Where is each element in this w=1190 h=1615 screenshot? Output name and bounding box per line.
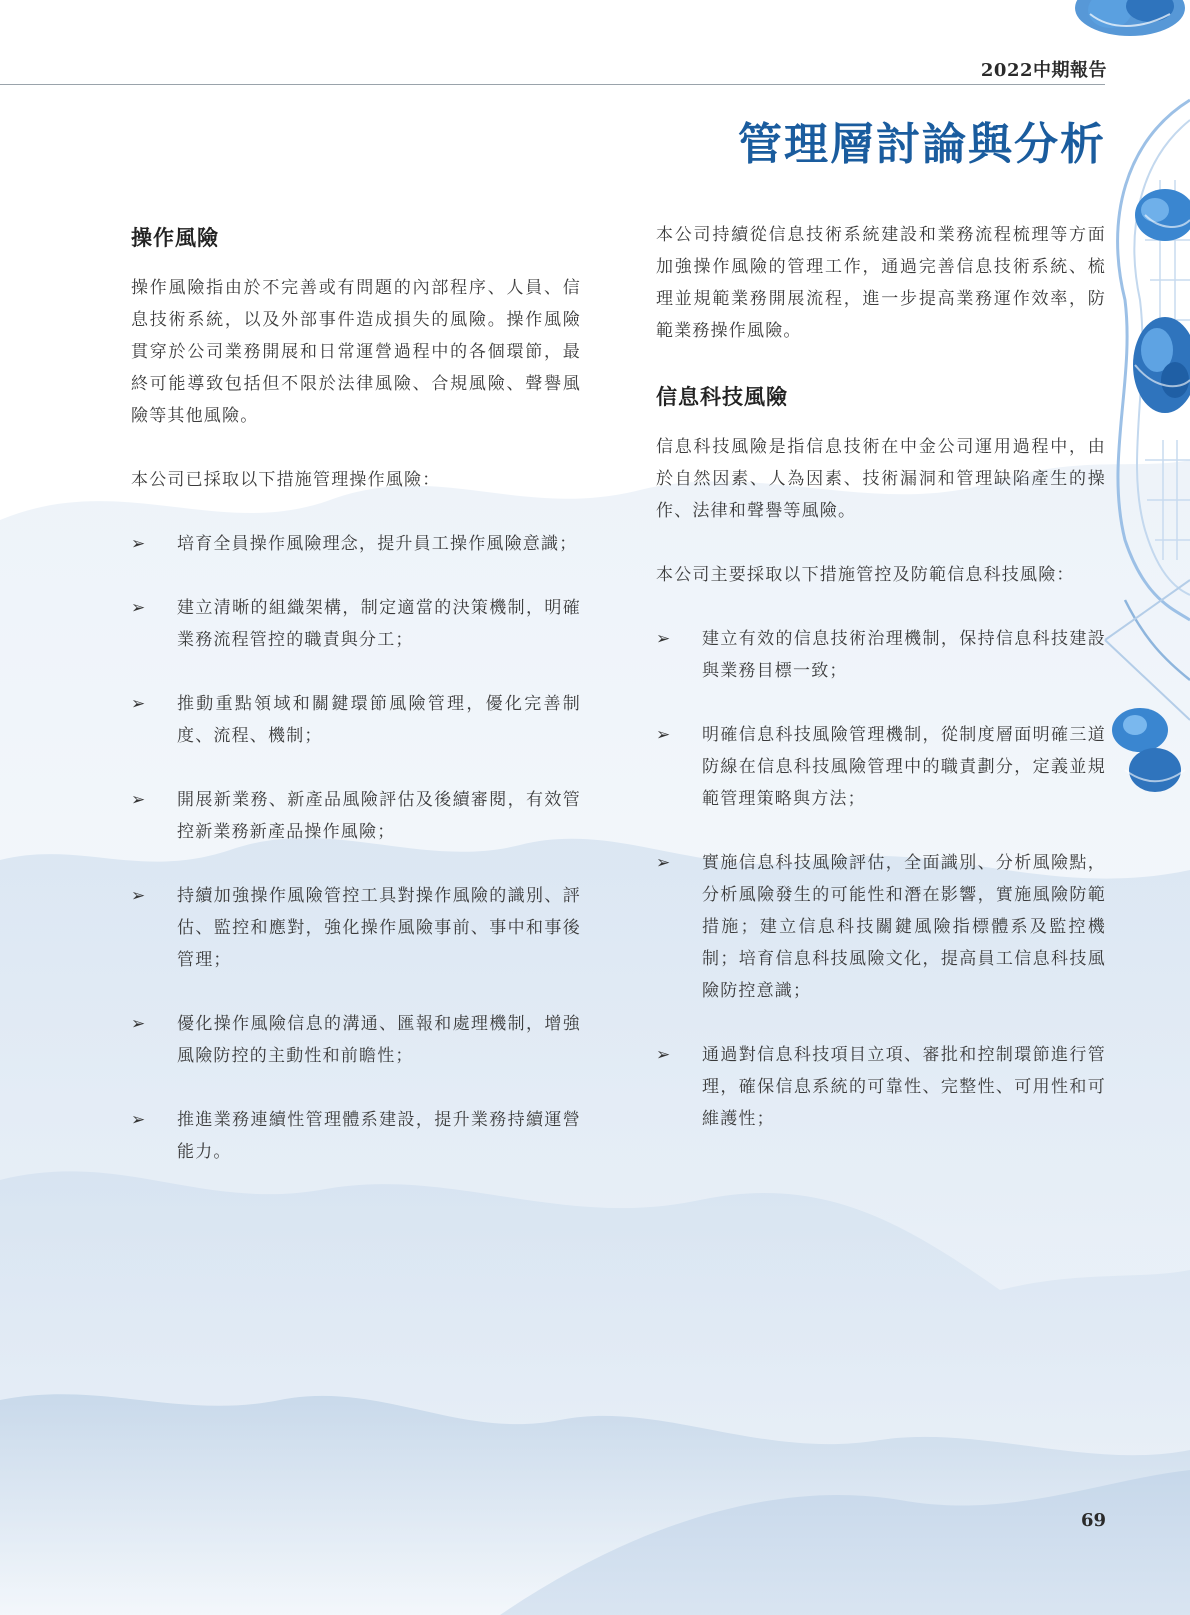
page-number: 69 bbox=[1080, 1510, 1106, 1531]
arrow-bullet-icon: ➢ bbox=[131, 1014, 147, 1034]
peony-flower-icon bbox=[1070, 0, 1190, 40]
page-title: 管理層討論與分析 bbox=[738, 119, 1106, 170]
operational-risk-intro: 操作風險指由於不完善或有問題的內部程序、人員、信息技術系統，以及外部事件造成損失的風險。操作風險貫穿於公司業務開展和日常運營過程中的各個環節，最終可能導致包括但不限於法律風險、合規風險、聲譽風險等其他風險。 bbox=[131, 278, 581, 426]
list-item-text: 推動重點領域和關鍵環節風險管理，優化完善制度、流程、機制； bbox=[177, 694, 581, 746]
list-item-text: 開展新業務、新產品風險評估及後續審閱，有效管控新業務新產品操作風險； bbox=[177, 790, 581, 842]
list-item bbox=[656, 623, 1106, 687]
list-item bbox=[131, 528, 581, 560]
arrow-bullet-icon: ➢ bbox=[131, 534, 147, 554]
list-item-text: 建立清晰的組織架構，制定適當的決策機制，明確業務流程管控的職責與分工； bbox=[177, 598, 581, 650]
section-title-operational-risk: 操作風險 bbox=[131, 225, 219, 250]
section-title-it-risk: 信息科技風險 bbox=[656, 384, 788, 409]
arrow-bullet-icon: ➢ bbox=[131, 790, 147, 810]
list-item bbox=[131, 688, 581, 752]
arrow-bullet-icon: ➢ bbox=[131, 694, 147, 714]
list-item bbox=[131, 784, 581, 848]
operational-risk-measures-intro: 本公司已採取以下措施管理操作風險： bbox=[131, 470, 441, 490]
arrow-bullet-icon: ➢ bbox=[656, 853, 672, 873]
list-item bbox=[131, 592, 581, 656]
arrow-bullet-icon: ➢ bbox=[131, 886, 147, 906]
list-item bbox=[656, 847, 1106, 1007]
arrow-bullet-icon: ➢ bbox=[656, 629, 672, 649]
list-item bbox=[131, 1104, 581, 1168]
arrow-bullet-icon: ➢ bbox=[131, 598, 147, 618]
list-item-text: 優化操作風險信息的溝通、匯報和處理機制，增強風險防控的主動性和前瞻性； bbox=[177, 1014, 581, 1066]
it-risk-measures-list bbox=[656, 623, 1106, 1135]
list-item-text: 通過對信息科技項目立項、審批和控制環節進行管理，確保信息系統的可靠性、完整性、可用性和可維護性； bbox=[702, 1045, 1106, 1129]
list-item-text: 實施信息科技風險評估，全面識別、分析風險點，分析風險發生的可能性和潛在影響，實施風險防範措施；建立信息科技關鍵風險指標體系及監控機制；培育信息科技風險文化，提高員工信息科技風險防控意識； bbox=[702, 853, 1106, 1001]
list-item-text: 明確信息科技風險管理機制，從制度層面明確三道防線在信息科技風險管理中的職責劃分，定義並規範管理策略與方法； bbox=[702, 725, 1106, 809]
arrow-bullet-icon: ➢ bbox=[656, 725, 672, 745]
report-label: 2022中期報告 bbox=[980, 60, 1107, 81]
list-item bbox=[656, 719, 1106, 815]
list-item-text: 推進業務連續性管理體系建設，提升業務持續運營能力。 bbox=[177, 1110, 581, 1162]
operational-risk-measures-list bbox=[131, 528, 581, 1168]
list-item-text: 建立有效的信息技術治理機制，保持信息科技建設與業務目標一致； bbox=[702, 629, 1106, 681]
list-item bbox=[131, 1008, 581, 1072]
list-item bbox=[656, 1039, 1106, 1135]
arrow-bullet-icon: ➢ bbox=[131, 1110, 147, 1130]
right-column bbox=[656, 219, 1106, 1167]
it-risk-measures-intro: 本公司主要採取以下措施管控及防範信息科技風險： bbox=[656, 565, 1075, 585]
arrow-bullet-icon: ➢ bbox=[656, 1045, 672, 1065]
it-risk-intro: 信息科技風險是指信息技術在中金公司運用過程中，由於自然因素、人為因素、技術漏洞和管理缺陷產生的操作、法律和聲譽等風險。 bbox=[656, 437, 1106, 521]
left-column bbox=[131, 222, 581, 1200]
operational-risk-continuation: 本公司持續從信息技術系統建設和業務流程梳理等方面加強操作風險的管理工作，通過完善信息技術系統、梳理並規範業務開展流程，進一步提高業務運作效率，防範業務操作風險。 bbox=[656, 225, 1106, 341]
header-divider bbox=[0, 84, 1105, 85]
list-item-text: 培育全員操作風險理念，提升員工操作風險意識； bbox=[177, 534, 578, 554]
list-item-text: 持續加強操作風險管控工具對操作風險的識別、評估、監控和應對，強化操作風險事前、事中和事後管理； bbox=[177, 886, 581, 970]
list-item bbox=[131, 880, 581, 976]
